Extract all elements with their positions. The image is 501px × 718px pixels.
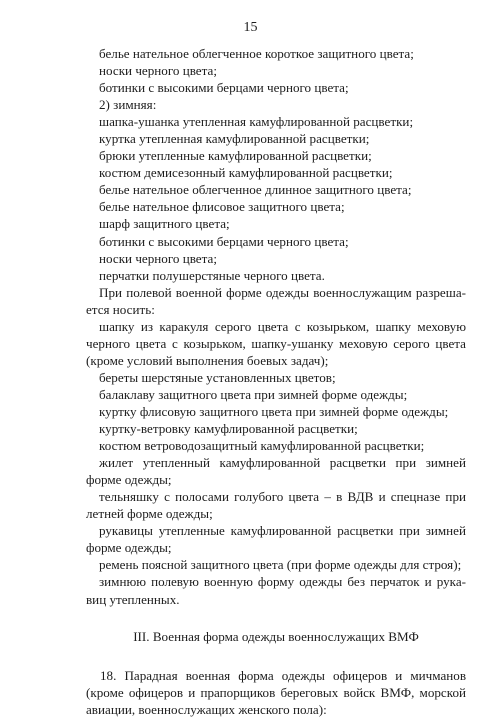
text-line: белье нательное флисовое защитного цвета; xyxy=(99,199,345,215)
text-line: брюки утепленные камуфлированной расцветки; xyxy=(99,148,372,164)
text-line: костюм демисезонный камуфлированной расцветки; xyxy=(99,165,393,181)
paragraph-continuation: (кроме офицеров и прапорщиков береговых войск ВМФ, морской xyxy=(86,684,466,700)
paragraph-continuation: ется носить: xyxy=(86,301,155,317)
paragraph-first-line: зимнюю полевую военную форму одежды без перчаток и рука- xyxy=(99,574,466,590)
paragraph-first-line: тельняшку с полосами голубого цвета – в ВДВ и спецназе при xyxy=(99,489,466,505)
paragraph-first-line: 18. Парадная военная форма одежды офицеров и мичманов xyxy=(100,667,466,683)
paragraph-first-line: жилет утепленный камуфлированной расцветки при зимней xyxy=(99,455,466,471)
paragraph-continuation: авиации, военнослужащих женского пола): xyxy=(86,701,327,717)
text-line: балаклаву защитного цвета при зимней форме одежды; xyxy=(99,386,408,402)
text-line: куртка утепленная камуфлированной расцветки; xyxy=(99,131,370,147)
paragraph-continuation: черного цвета с козырьком, шапку-ушанку меховую серого цвета xyxy=(86,335,466,351)
text-line: шапка-ушанка утепленная камуфлированной расцветки; xyxy=(99,114,414,130)
text-line: костюм ветроводозащитный камуфлированной расцветки; xyxy=(99,438,425,454)
text-line: носки черного цвета; xyxy=(99,63,217,79)
text-line: ремень поясной защитного цвета (при форме одежды для строя); xyxy=(99,557,462,573)
section-heading: III. Военная форма одежды военнослужащих ВМФ xyxy=(133,628,419,644)
paragraph-first-line: При полевой военной форме одежды военнослужащим разреша- xyxy=(99,284,466,300)
text-line: перчатки полушерстяные черного цвета. xyxy=(99,267,325,283)
text-line: куртку флисовую защитного цвета при зимней форме одежды; xyxy=(99,403,449,419)
paragraph-first-line: шапку из каракуля серого цвета с козырьком, шапку меховую xyxy=(99,318,466,334)
text-line: белье нательное облегченное короткое защитного цвета; xyxy=(99,46,414,61)
paragraph-continuation: форме одежды; xyxy=(86,472,172,488)
paragraph-continuation: виц утепленных. xyxy=(86,591,180,607)
text-line: носки черного цвета; xyxy=(99,250,217,266)
page-number: 15 xyxy=(243,20,258,35)
paragraph-continuation: форме одежды; xyxy=(86,540,172,556)
text-line: белье нательное облегченное длинное защитного цвета; xyxy=(99,182,412,198)
text-line: куртку-ветровку камуфлированной расцветки; xyxy=(99,421,358,437)
paragraph-first-line: рукавицы утепленные камуфлированной расцветки при зимней xyxy=(99,523,466,539)
text-line: ботинки с высокими берцами черного цвета; xyxy=(99,233,349,249)
document-body xyxy=(86,45,466,718)
text-line: ботинки с высокими берцами черного цвета; xyxy=(99,80,349,96)
text-line: береты шерстяные установленных цветов; xyxy=(99,369,336,385)
text-line: шарф защитного цвета; xyxy=(99,216,230,232)
text-line: 2) зимняя: xyxy=(99,97,157,113)
paragraph-continuation: летней форме одежды; xyxy=(86,506,213,522)
paragraph-continuation: (кроме условий выполнения боевых задач); xyxy=(86,352,329,368)
